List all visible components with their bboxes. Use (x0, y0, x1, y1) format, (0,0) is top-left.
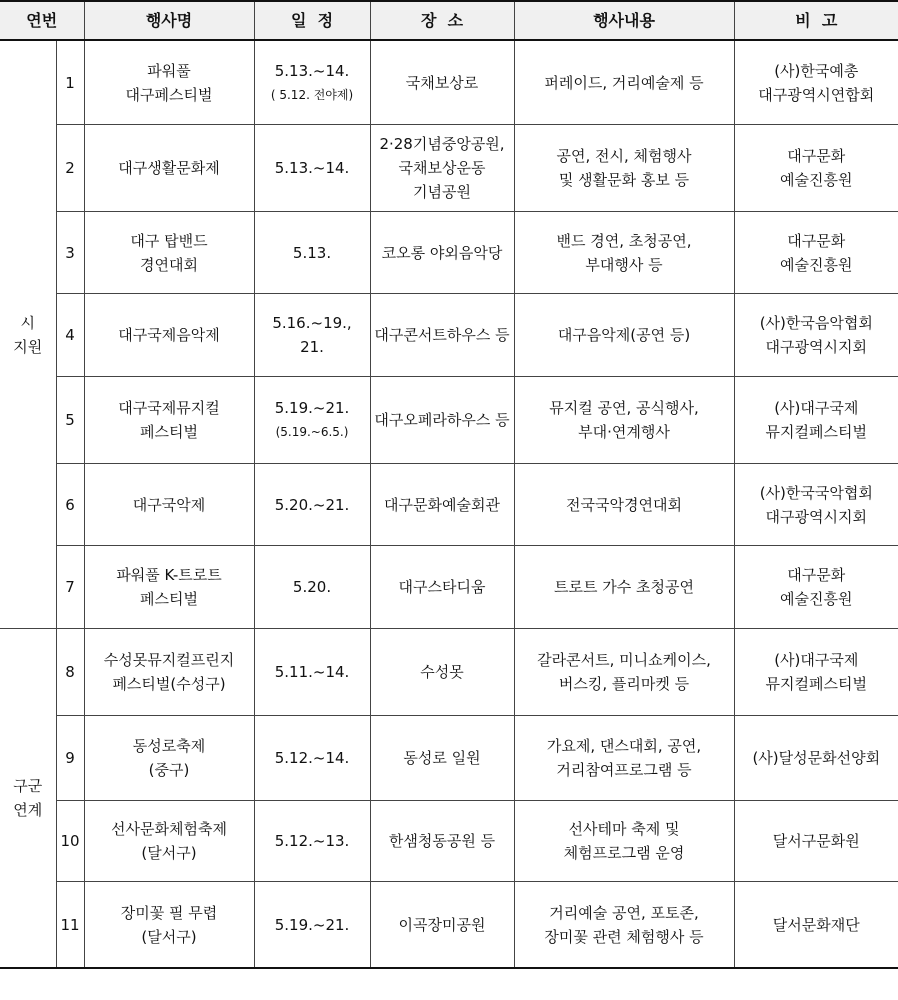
event-note-line: (사)대구국제 (774, 651, 859, 669)
table-row (0, 212, 898, 294)
event-name-line: 대구 탑밴드 (130, 231, 208, 250)
event-date-line: 5.13.~14. (274, 61, 350, 80)
event-date-line: 5.20.~21. (274, 495, 350, 514)
event-content-line: 전국국악경연대회 (566, 495, 682, 514)
event-note (734, 377, 898, 464)
event-content-line: 퍼레이드, 거리예술제 등 (544, 73, 704, 92)
event-date (254, 125, 370, 212)
event-content (514, 294, 734, 377)
row-no-line: 7 (65, 578, 75, 596)
event-content (514, 40, 734, 125)
row-no (56, 212, 84, 294)
event-content-line: 거리예술 공연, 포토존, (549, 903, 699, 922)
event-content (514, 716, 734, 801)
event-place (370, 377, 514, 464)
row-no (56, 377, 84, 464)
table-row (0, 377, 898, 464)
event-content (514, 882, 734, 969)
event-content-line: 밴드 경연, 초청공연, (556, 231, 692, 250)
event-note-line: (사)대구국제 (774, 399, 859, 417)
event-name (84, 629, 254, 716)
event-name-line: 장미꽃 필 무렵 (120, 903, 218, 922)
event-content (514, 801, 734, 882)
table-row (0, 801, 898, 882)
header-place: 장 소 (370, 1, 514, 40)
event-name-line: 동성로축제 (132, 737, 206, 755)
row-no (56, 464, 84, 546)
event-note-line: 대구광역시연합회 (758, 85, 875, 104)
event-name-line: 대구페스티벌 (125, 85, 213, 104)
event-place-line: 대구문화예술회관 (384, 495, 500, 514)
row-no (56, 40, 84, 125)
event-place (370, 716, 514, 801)
event-note (734, 801, 898, 882)
event-date-sub: (5.19.~6.5.) (275, 425, 349, 439)
event-note-line: 뮤지컬페스티벌 (765, 675, 867, 693)
row-no-line: 1 (65, 73, 75, 92)
event-note (734, 464, 898, 546)
row-no-line: 9 (65, 749, 75, 767)
event-content-line: 부대행사 등 (585, 255, 663, 274)
event-content-line: 가요제, 댄스대회, 공연, (546, 737, 702, 755)
event-name-line: 대구생활문화제 (118, 159, 220, 177)
table-row (0, 294, 898, 377)
event-name-line: 페스티벌 (140, 423, 198, 441)
event-content (514, 464, 734, 546)
event-name-line: 경연대회 (140, 255, 198, 274)
table-row (0, 40, 898, 125)
row-no (56, 294, 84, 377)
row-no-line: 10 (60, 832, 80, 850)
event-date (254, 882, 370, 969)
row-no-line: 2 (65, 159, 75, 177)
event-date-line: 21. (300, 338, 324, 356)
row-no (56, 882, 84, 969)
event-note-line: 달서구문화원 (772, 832, 860, 850)
event-name-line: 수성못뮤지컬프린지 (103, 651, 235, 669)
group-city-line: 시 (20, 313, 35, 332)
group-city-line: 지원 (13, 337, 43, 356)
event-content-line: 갈라콘서트, 미니쇼케이스, (537, 651, 711, 669)
event-place (370, 125, 514, 212)
event-date (254, 629, 370, 716)
event-place-line: 국채보상운동 (398, 159, 486, 177)
group-gu-line: 구군 (13, 777, 43, 795)
header-row (0, 1, 898, 40)
table-row (0, 125, 898, 212)
row-no (56, 801, 84, 882)
event-content-line: 대구음악제(공연 등) (557, 326, 691, 344)
event-date (254, 464, 370, 546)
event-content-line: 버스킹, 플리마켓 등 (558, 675, 690, 693)
event-date (254, 801, 370, 882)
table-row (0, 716, 898, 801)
row-no-line: 4 (65, 326, 75, 344)
event-note (734, 125, 898, 212)
event-note-line: 대구광역시지회 (765, 507, 867, 526)
event-date-line: 5.12.~13. (274, 832, 350, 850)
event-date-line: 5.20. (292, 578, 332, 596)
event-content (514, 546, 734, 629)
row-no-line: 6 (65, 495, 75, 514)
event-place (370, 546, 514, 629)
event-place (370, 40, 514, 125)
event-note-line: 대구문화 (787, 147, 846, 165)
row-no-line: 5 (65, 411, 75, 429)
event-note (734, 629, 898, 716)
event-name (84, 801, 254, 882)
header-no: 연번 (0, 1, 84, 40)
event-note (734, 294, 898, 377)
event-place-line: 수성못 (420, 663, 464, 681)
event-name (84, 377, 254, 464)
event-content (514, 629, 734, 716)
row-no-line: 3 (65, 243, 75, 262)
event-note-line: 대구문화 (787, 231, 846, 250)
event-note-line: (사)한국국악협회 (759, 483, 873, 502)
event-date (254, 212, 370, 294)
event-note (734, 212, 898, 294)
event-note-line: 예술진흥원 (780, 255, 853, 274)
table-row (0, 629, 898, 716)
event-date-line: 5.13.~14. (274, 159, 350, 177)
event-name-line: 파워풀 (147, 61, 191, 80)
header-content: 행사내용 (514, 1, 734, 40)
event-content-line: 공연, 전시, 체험행사 (556, 147, 692, 165)
event-name-line: 대구국악제 (132, 495, 206, 514)
event-content-line: 거리참여프로그램 등 (556, 761, 692, 779)
event-name-line: 페스티벌(수성구) (112, 675, 226, 693)
event-date-line: 5.11.~14. (274, 663, 350, 681)
event-content-line: 선사테마 축제 및 (568, 820, 680, 838)
event-note (734, 882, 898, 969)
event-name-line: (중구) (148, 761, 190, 779)
event-name (84, 40, 254, 125)
event-name (84, 294, 254, 377)
event-name-line: (달서구) (141, 844, 197, 862)
event-date (254, 546, 370, 629)
event-name (84, 882, 254, 969)
row-no-line: 8 (65, 663, 75, 681)
event-place-line: 국채보상로 (405, 73, 479, 92)
event-place-line: 이곡장미공원 (398, 915, 486, 934)
event-date (254, 40, 370, 125)
table-row (0, 464, 898, 546)
event-note-line: 예술진흥원 (780, 171, 853, 189)
header-name: 행사명 (84, 1, 254, 40)
header-note: 비 고 (734, 1, 898, 40)
event-note (734, 546, 898, 629)
event-content (514, 377, 734, 464)
event-content-line: 및 생활문화 홍보 등 (558, 171, 690, 189)
event-date-line: 5.16.~19., (272, 314, 352, 332)
event-place-line: 기념공원 (413, 183, 471, 201)
event-content-line: 장미꽃 관련 체험행사 등 (544, 927, 704, 946)
event-place (370, 294, 514, 377)
event-date (254, 716, 370, 801)
event-name (84, 125, 254, 212)
event-place-line: 코오롱 야외음악당 (381, 243, 503, 262)
group-gu (0, 629, 56, 969)
event-note-line: 뮤지컬페스티벌 (765, 423, 867, 441)
row-no (56, 546, 84, 629)
event-date-line: 5.13. (292, 243, 332, 262)
event-place-line: 2·28기념중앙공원, (379, 135, 505, 153)
event-name (84, 212, 254, 294)
event-date (254, 377, 370, 464)
event-date-line: 5.12.~14. (274, 749, 350, 767)
event-name (84, 716, 254, 801)
event-content-line: 뮤지컬 공연, 공식행사, (549, 399, 699, 417)
event-note (734, 716, 898, 801)
header-date: 일 정 (254, 1, 370, 40)
event-name-line: 페스티벌 (140, 590, 198, 608)
event-place-line: 대구콘서트하우스 등 (374, 326, 510, 344)
row-no (56, 125, 84, 212)
event-content-line: 부대·연계행사 (578, 423, 670, 441)
event-date (254, 294, 370, 377)
event-date-sub: ( 5.12. 전야제) (270, 87, 354, 102)
event-note-line: 예술진흥원 (780, 590, 853, 608)
table-row (0, 882, 898, 969)
event-place-line: 대구오페라하우스 등 (374, 411, 510, 429)
event-note-line: 대구광역시지회 (765, 338, 867, 356)
event-content (514, 125, 734, 212)
event-content (514, 212, 734, 294)
group-city (0, 40, 56, 629)
event-content-line: 체험프로그램 운영 (563, 844, 685, 862)
event-name-line: 대구국제음악제 (118, 326, 220, 344)
table-row (0, 546, 898, 629)
event-note-line: (사)한국예총 (774, 61, 859, 80)
event-place-line: 한샘청동공원 등 (388, 832, 496, 850)
event-name-line: 파워풀 K-트로트 (116, 566, 222, 584)
event-date-line: 5.19.~21. (274, 399, 350, 417)
event-note-line: 대구문화 (787, 566, 846, 584)
event-place (370, 464, 514, 546)
event-note-line: 달서문화재단 (772, 915, 860, 934)
event-place (370, 882, 514, 969)
event-place-line: 동성로 일원 (403, 749, 481, 767)
event-content-line: 트로트 가수 초청공연 (554, 578, 694, 596)
event-place (370, 801, 514, 882)
event-note (734, 40, 898, 125)
event-name-line: (달서구) (141, 927, 197, 946)
event-note-line: (사)한국음악협회 (759, 314, 873, 332)
event-name-line: 대구국제뮤지컬 (118, 399, 220, 417)
event-name-line: 선사문화체험축제 (111, 820, 227, 838)
event-place-line: 대구스타디움 (398, 578, 486, 596)
event-name (84, 464, 254, 546)
row-no (56, 716, 84, 801)
event-date-line: 5.19.~21. (274, 915, 350, 934)
event-place (370, 629, 514, 716)
event-name (84, 546, 254, 629)
row-no (56, 629, 84, 716)
event-place (370, 212, 514, 294)
row-no-line: 11 (60, 915, 80, 934)
event-note-line: (사)달성문화선양회 (752, 749, 881, 767)
group-gu-line: 연계 (13, 801, 43, 819)
